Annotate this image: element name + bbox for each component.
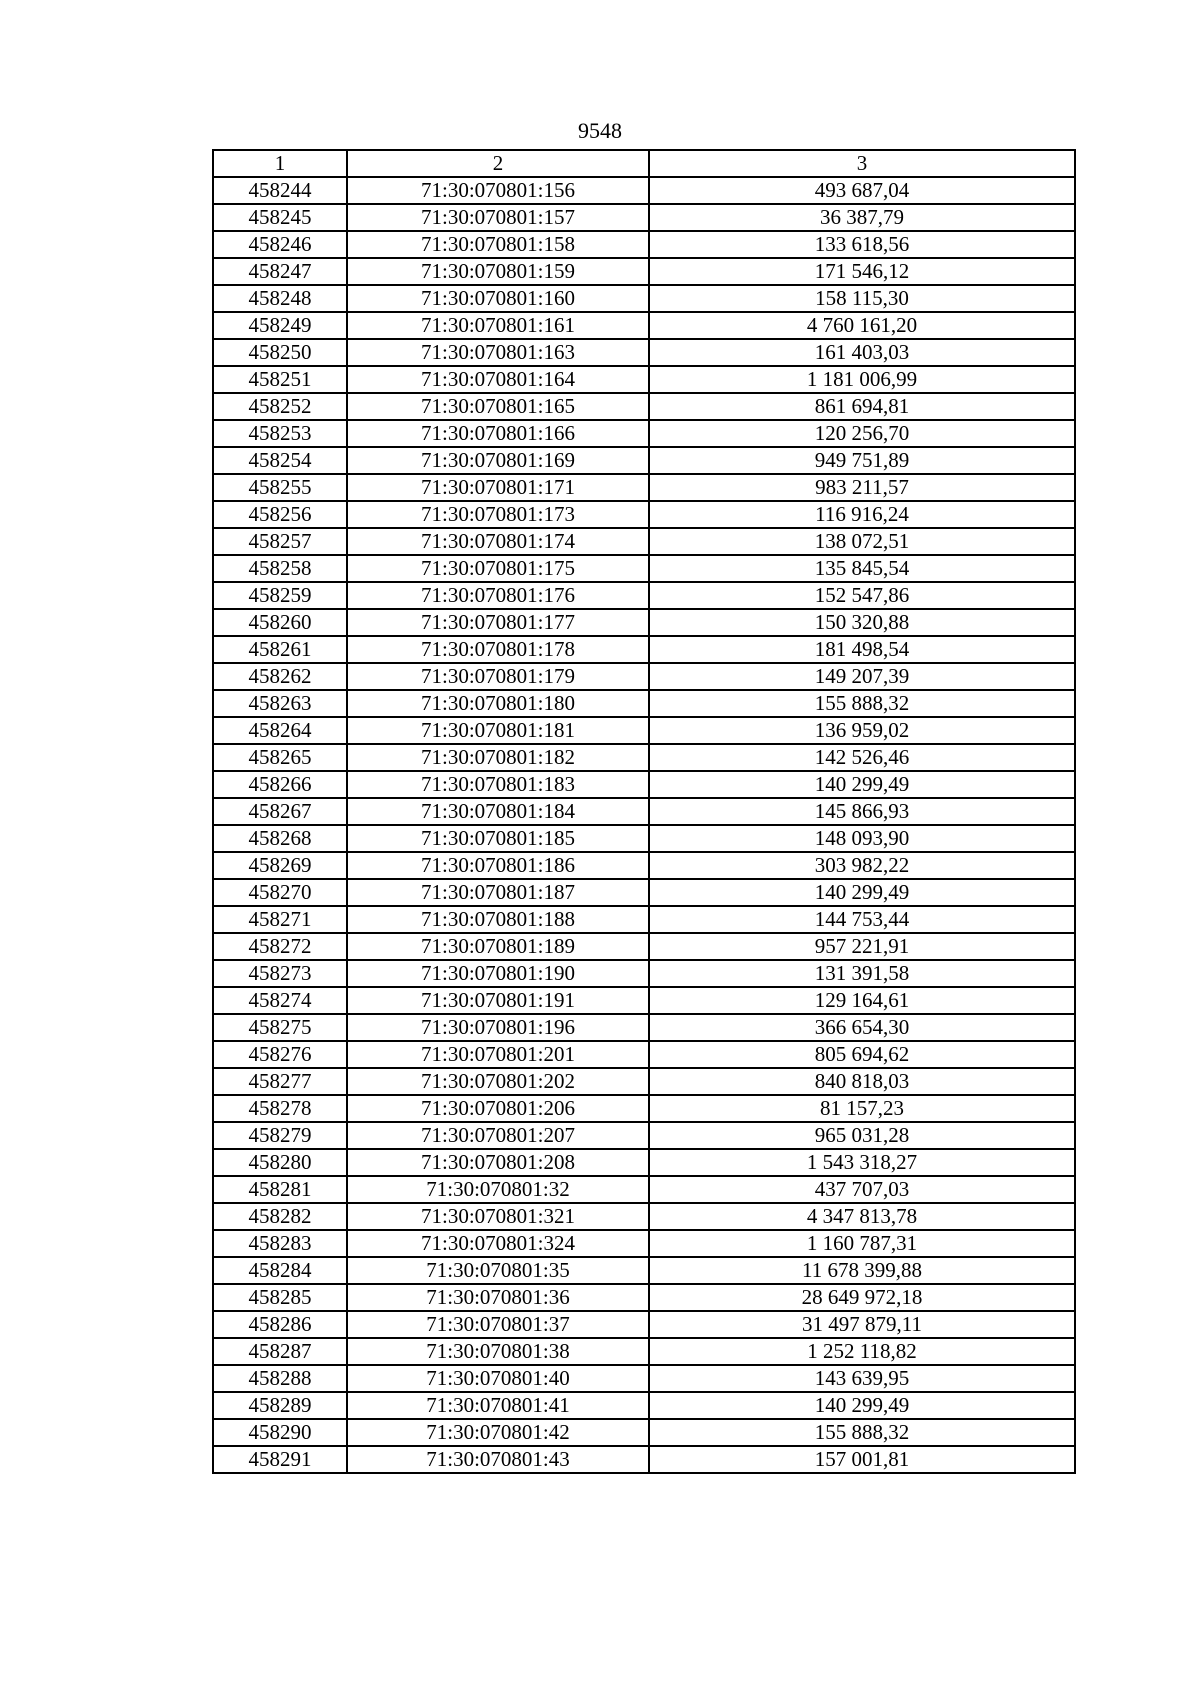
row-number-cell: 458245 bbox=[213, 204, 347, 231]
cadastral-number-cell: 71:30:070801:206 bbox=[347, 1095, 649, 1122]
cadastral-number-cell: 71:30:070801:208 bbox=[347, 1149, 649, 1176]
table-row bbox=[213, 1284, 1075, 1311]
row-number-cell: 458256 bbox=[213, 501, 347, 528]
row-number-cell: 458264 bbox=[213, 717, 347, 744]
value-cell: 136 959,02 bbox=[649, 717, 1075, 744]
value-cell: 1 252 118,82 bbox=[649, 1338, 1075, 1365]
cadastral-number-cell: 71:30:070801:32 bbox=[347, 1176, 649, 1203]
value-cell: 1 543 318,27 bbox=[649, 1149, 1075, 1176]
row-number-cell: 458267 bbox=[213, 798, 347, 825]
cadastral-number-cell: 71:30:070801:164 bbox=[347, 366, 649, 393]
value-cell: 142 526,46 bbox=[649, 744, 1075, 771]
table-row bbox=[213, 420, 1075, 447]
row-number-cell: 458253 bbox=[213, 420, 347, 447]
cadastral-number-cell: 71:30:070801:178 bbox=[347, 636, 649, 663]
cadastral-number-cell: 71:30:070801:156 bbox=[347, 177, 649, 204]
value-cell: 983 211,57 bbox=[649, 474, 1075, 501]
cadastral-number-cell: 71:30:070801:177 bbox=[347, 609, 649, 636]
cadastral-number-cell: 71:30:070801:36 bbox=[347, 1284, 649, 1311]
table-row bbox=[213, 339, 1075, 366]
value-cell: 949 751,89 bbox=[649, 447, 1075, 474]
row-number-cell: 458280 bbox=[213, 1149, 347, 1176]
row-number-cell: 458263 bbox=[213, 690, 347, 717]
table-row bbox=[213, 690, 1075, 717]
row-number-cell: 458266 bbox=[213, 771, 347, 798]
cadastral-number-cell: 71:30:070801:175 bbox=[347, 555, 649, 582]
value-cell: 28 649 972,18 bbox=[649, 1284, 1075, 1311]
cadastral-number-cell: 71:30:070801:176 bbox=[347, 582, 649, 609]
row-number-cell: 458265 bbox=[213, 744, 347, 771]
value-cell: 861 694,81 bbox=[649, 393, 1075, 420]
value-cell: 140 299,49 bbox=[649, 879, 1075, 906]
row-number-cell: 458258 bbox=[213, 555, 347, 582]
cadastral-number-cell: 71:30:070801:42 bbox=[347, 1419, 649, 1446]
table-row bbox=[213, 1203, 1075, 1230]
row-number-cell: 458278 bbox=[213, 1095, 347, 1122]
table-row bbox=[213, 204, 1075, 231]
value-cell: 11 678 399,88 bbox=[649, 1257, 1075, 1284]
cadastral-number-cell: 71:30:070801:196 bbox=[347, 1014, 649, 1041]
cadastral-number-cell: 71:30:070801:189 bbox=[347, 933, 649, 960]
table-row bbox=[213, 1446, 1075, 1473]
cadastral-number-cell: 71:30:070801:166 bbox=[347, 420, 649, 447]
cadastral-number-cell: 71:30:070801:191 bbox=[347, 987, 649, 1014]
cadastral-number-cell: 71:30:070801:182 bbox=[347, 744, 649, 771]
table-row bbox=[213, 1392, 1075, 1419]
value-cell: 181 498,54 bbox=[649, 636, 1075, 663]
value-cell: 4 347 813,78 bbox=[649, 1203, 1075, 1230]
table-row bbox=[213, 852, 1075, 879]
table-row bbox=[213, 663, 1075, 690]
table-row bbox=[213, 1419, 1075, 1446]
value-cell: 135 845,54 bbox=[649, 555, 1075, 582]
table-row bbox=[213, 933, 1075, 960]
registry-table bbox=[212, 149, 1076, 1474]
cadastral-number-cell: 71:30:070801:181 bbox=[347, 717, 649, 744]
cadastral-number-cell: 71:30:070801:163 bbox=[347, 339, 649, 366]
value-cell: 81 157,23 bbox=[649, 1095, 1075, 1122]
value-cell: 965 031,28 bbox=[649, 1122, 1075, 1149]
row-number-cell: 458276 bbox=[213, 1041, 347, 1068]
row-number-cell: 458259 bbox=[213, 582, 347, 609]
row-number-cell: 458247 bbox=[213, 258, 347, 285]
row-number-cell: 458289 bbox=[213, 1392, 347, 1419]
value-cell: 171 546,12 bbox=[649, 258, 1075, 285]
value-cell: 161 403,03 bbox=[649, 339, 1075, 366]
cadastral-number-cell: 71:30:070801:169 bbox=[347, 447, 649, 474]
cadastral-number-cell: 71:30:070801:183 bbox=[347, 771, 649, 798]
cadastral-number-cell: 71:30:070801:38 bbox=[347, 1338, 649, 1365]
cadastral-number-cell: 71:30:070801:37 bbox=[347, 1311, 649, 1338]
value-cell: 149 207,39 bbox=[649, 663, 1075, 690]
value-cell: 140 299,49 bbox=[649, 1392, 1075, 1419]
cadastral-number-cell: 71:30:070801:165 bbox=[347, 393, 649, 420]
table-row bbox=[213, 960, 1075, 987]
table-body bbox=[213, 177, 1075, 1473]
row-number-cell: 458244 bbox=[213, 177, 347, 204]
row-number-cell: 458288 bbox=[213, 1365, 347, 1392]
table-row bbox=[213, 1122, 1075, 1149]
row-number-cell: 458282 bbox=[213, 1203, 347, 1230]
table-row bbox=[213, 177, 1075, 204]
table-row bbox=[213, 231, 1075, 258]
value-cell: 31 497 879,11 bbox=[649, 1311, 1075, 1338]
header-cell-3: 3 bbox=[649, 150, 1075, 177]
value-cell: 138 072,51 bbox=[649, 528, 1075, 555]
table-row bbox=[213, 1014, 1075, 1041]
cadastral-number-cell: 71:30:070801:160 bbox=[347, 285, 649, 312]
value-cell: 150 320,88 bbox=[649, 609, 1075, 636]
value-cell: 140 299,49 bbox=[649, 771, 1075, 798]
table-row bbox=[213, 1257, 1075, 1284]
value-cell: 158 115,30 bbox=[649, 285, 1075, 312]
row-number-cell: 458257 bbox=[213, 528, 347, 555]
cadastral-number-cell: 71:30:070801:188 bbox=[347, 906, 649, 933]
cadastral-number-cell: 71:30:070801:174 bbox=[347, 528, 649, 555]
row-number-cell: 458250 bbox=[213, 339, 347, 366]
row-number-cell: 458246 bbox=[213, 231, 347, 258]
table-row bbox=[213, 312, 1075, 339]
cadastral-number-cell: 71:30:070801:185 bbox=[347, 825, 649, 852]
row-number-cell: 458248 bbox=[213, 285, 347, 312]
table-row bbox=[213, 906, 1075, 933]
table-row bbox=[213, 258, 1075, 285]
row-number-cell: 458269 bbox=[213, 852, 347, 879]
table-row bbox=[213, 447, 1075, 474]
row-number-cell: 458285 bbox=[213, 1284, 347, 1311]
table-row bbox=[213, 798, 1075, 825]
cadastral-number-cell: 71:30:070801:207 bbox=[347, 1122, 649, 1149]
table-row bbox=[213, 609, 1075, 636]
row-number-cell: 458279 bbox=[213, 1122, 347, 1149]
row-number-cell: 458284 bbox=[213, 1257, 347, 1284]
row-number-cell: 458273 bbox=[213, 960, 347, 987]
table-row bbox=[213, 771, 1075, 798]
row-number-cell: 458261 bbox=[213, 636, 347, 663]
value-cell: 129 164,61 bbox=[649, 987, 1075, 1014]
cadastral-number-cell: 71:30:070801:324 bbox=[347, 1230, 649, 1257]
value-cell: 152 547,86 bbox=[649, 582, 1075, 609]
row-number-cell: 458252 bbox=[213, 393, 347, 420]
value-cell: 155 888,32 bbox=[649, 690, 1075, 717]
row-number-cell: 458274 bbox=[213, 987, 347, 1014]
row-number-cell: 458271 bbox=[213, 906, 347, 933]
table-row bbox=[213, 1365, 1075, 1392]
value-cell: 148 093,90 bbox=[649, 825, 1075, 852]
cadastral-number-cell: 71:30:070801:158 bbox=[347, 231, 649, 258]
value-cell: 157 001,81 bbox=[649, 1446, 1075, 1473]
row-number-cell: 458251 bbox=[213, 366, 347, 393]
cadastral-number-cell: 71:30:070801:186 bbox=[347, 852, 649, 879]
value-cell: 155 888,32 bbox=[649, 1419, 1075, 1446]
table-row bbox=[213, 393, 1075, 420]
value-cell: 116 916,24 bbox=[649, 501, 1075, 528]
table-row bbox=[213, 825, 1075, 852]
row-number-cell: 458283 bbox=[213, 1230, 347, 1257]
table-row bbox=[213, 474, 1075, 501]
cadastral-number-cell: 71:30:070801:173 bbox=[347, 501, 649, 528]
cadastral-number-cell: 71:30:070801:321 bbox=[347, 1203, 649, 1230]
value-cell: 144 753,44 bbox=[649, 906, 1075, 933]
value-cell: 957 221,91 bbox=[649, 933, 1075, 960]
row-number-cell: 458290 bbox=[213, 1419, 347, 1446]
row-number-cell: 458268 bbox=[213, 825, 347, 852]
value-cell: 120 256,70 bbox=[649, 420, 1075, 447]
table-row bbox=[213, 1149, 1075, 1176]
table-row bbox=[213, 528, 1075, 555]
table-row bbox=[213, 1230, 1075, 1257]
value-cell: 36 387,79 bbox=[649, 204, 1075, 231]
cadastral-number-cell: 71:30:070801:179 bbox=[347, 663, 649, 690]
row-number-cell: 458286 bbox=[213, 1311, 347, 1338]
table-row bbox=[213, 1068, 1075, 1095]
cadastral-number-cell: 71:30:070801:202 bbox=[347, 1068, 649, 1095]
value-cell: 303 982,22 bbox=[649, 852, 1075, 879]
cadastral-number-cell: 71:30:070801:40 bbox=[347, 1365, 649, 1392]
header-row bbox=[213, 150, 1075, 177]
cadastral-number-cell: 71:30:070801:159 bbox=[347, 258, 649, 285]
row-number-cell: 458249 bbox=[213, 312, 347, 339]
row-number-cell: 458277 bbox=[213, 1068, 347, 1095]
page-number: 9548 bbox=[578, 118, 622, 143]
cadastral-number-cell: 71:30:070801:43 bbox=[347, 1446, 649, 1473]
row-number-cell: 458275 bbox=[213, 1014, 347, 1041]
table-row bbox=[213, 366, 1075, 393]
cadastral-number-cell: 71:30:070801:190 bbox=[347, 960, 649, 987]
header-cell-2: 2 bbox=[347, 150, 649, 177]
header-cell-1: 1 bbox=[213, 150, 347, 177]
value-cell: 145 866,93 bbox=[649, 798, 1075, 825]
table-row bbox=[213, 555, 1075, 582]
table-row bbox=[213, 636, 1075, 663]
row-number-cell: 458287 bbox=[213, 1338, 347, 1365]
table-row bbox=[213, 1338, 1075, 1365]
cadastral-number-cell: 71:30:070801:201 bbox=[347, 1041, 649, 1068]
value-cell: 143 639,95 bbox=[649, 1365, 1075, 1392]
table-row bbox=[213, 1095, 1075, 1122]
cadastral-number-cell: 71:30:070801:161 bbox=[347, 312, 649, 339]
table-row bbox=[213, 501, 1075, 528]
row-number-cell: 458260 bbox=[213, 609, 347, 636]
table-row bbox=[213, 285, 1075, 312]
value-cell: 437 707,03 bbox=[649, 1176, 1075, 1203]
value-cell: 493 687,04 bbox=[649, 177, 1075, 204]
row-number-cell: 458272 bbox=[213, 933, 347, 960]
table-row bbox=[213, 582, 1075, 609]
row-number-cell: 458262 bbox=[213, 663, 347, 690]
value-cell: 840 818,03 bbox=[649, 1068, 1075, 1095]
cadastral-number-cell: 71:30:070801:184 bbox=[347, 798, 649, 825]
cadastral-number-cell: 71:30:070801:180 bbox=[347, 690, 649, 717]
row-number-cell: 458254 bbox=[213, 447, 347, 474]
row-number-cell: 458281 bbox=[213, 1176, 347, 1203]
value-cell: 4 760 161,20 bbox=[649, 312, 1075, 339]
value-cell: 366 654,30 bbox=[649, 1014, 1075, 1041]
table-row bbox=[213, 1176, 1075, 1203]
row-number-cell: 458255 bbox=[213, 474, 347, 501]
table-row bbox=[213, 1041, 1075, 1068]
value-cell: 805 694,62 bbox=[649, 1041, 1075, 1068]
table-row bbox=[213, 879, 1075, 906]
cadastral-number-cell: 71:30:070801:171 bbox=[347, 474, 649, 501]
value-cell: 131 391,58 bbox=[649, 960, 1075, 987]
value-cell: 1 160 787,31 bbox=[649, 1230, 1075, 1257]
table-row bbox=[213, 1311, 1075, 1338]
cadastral-number-cell: 71:30:070801:35 bbox=[347, 1257, 649, 1284]
cadastral-number-cell: 71:30:070801:41 bbox=[347, 1392, 649, 1419]
table-header bbox=[213, 150, 1075, 177]
row-number-cell: 458291 bbox=[213, 1446, 347, 1473]
value-cell: 133 618,56 bbox=[649, 231, 1075, 258]
table-row bbox=[213, 744, 1075, 771]
value-cell: 1 181 006,99 bbox=[649, 366, 1075, 393]
row-number-cell: 458270 bbox=[213, 879, 347, 906]
table-row bbox=[213, 987, 1075, 1014]
table-row bbox=[213, 717, 1075, 744]
cadastral-number-cell: 71:30:070801:157 bbox=[347, 204, 649, 231]
cadastral-number-cell: 71:30:070801:187 bbox=[347, 879, 649, 906]
